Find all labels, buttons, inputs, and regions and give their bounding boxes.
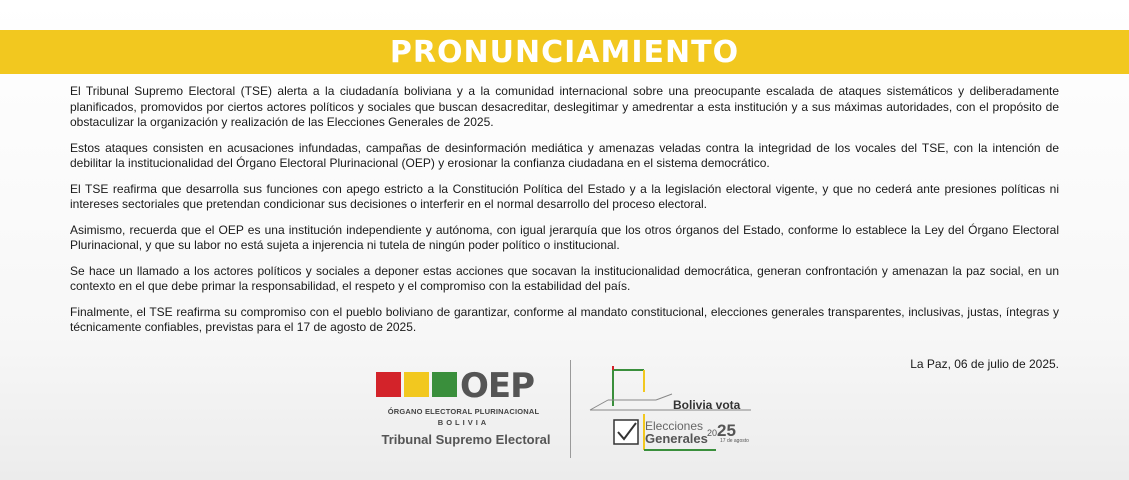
oep-org-name: ÓRGANO ELECTORAL PLURINACIONAL [387,407,540,416]
paragraph-1: El Tribunal Supremo Electoral (TSE) alerta a la ciudadanía boliviana y a la comunidad internacional sobre una preocupante escalada de ataques sistemáticos y deliberadamente planificados, promovidos por ciertos actores políticos y sociales que buscan desacreditar, deslegitimar y amedrentar a esta institución y a sus máximas autoridades, con el propósito de obstaculizar la organización y realización de las Elecciones Generales de 2025. [70,84,1059,129]
year-prefix: 20 [707,428,718,438]
statement-body [70,84,1059,346]
year-suffix: 25 [717,421,736,440]
oep-acronym: OEP [460,366,535,406]
paragraph-4: Asimismo, recuerda que el OEP es una institución independiente y autónoma, con igual jerarquía que los otros órganos del Estado, conforme lo establece la Ley del Órgano Electoral Plurinacional, y que su labor no está sujeta a injerencia ni tutela de ningún poder político o institucional. [70,222,1059,252]
oep-tribunal: Tribunal Supremo Electoral [381,432,551,447]
green-square-icon [432,372,457,397]
elecciones-logo [586,366,766,456]
yellow-square-icon [404,372,429,397]
generales-text: Generales [645,431,708,446]
logo-divider [570,360,571,458]
page-title: PRONUNCIAMIENTO [389,34,740,70]
title-banner [0,30,1129,74]
paragraph-6: Finalmente, el TSE reafirma su compromiso con el pueblo boliviano de garantizar, conforme al mandato constitucional, elecciones generales transparentes, inclusivas, justas, íntegras y técnicamente confiables, previstas para el 17 de agosto de 2025. [70,304,1059,334]
place-date: La Paz, 06 de julio de 2025. [910,357,1059,371]
flag-squares-icon [376,372,457,397]
paragraph-3: El TSE reafirma que desarrolla sus funciones con apego estricto a la Constitución Política del Estado y a la legislación electoral vigente, y que no cederá ante presiones políticas ni intereses sectoriales que pretendan condicionar sus decisiones o interferir en el normal desarrollo del proceso electoral. [70,181,1059,211]
paragraph-2: Estos ataques consisten en acusaciones infundadas, campañas de desinformación mediática y amenazas veladas contra la integridad de los vocales del TSE, con la intención de debilitar la institucionalidad del Órgano Electoral Plurinacional (OEP) y erosionar la confianza ciudadana en el sistema democrático. [70,140,1059,170]
oep-country: BOLIVIA [437,418,490,427]
red-square-icon [376,372,401,397]
elecciones-text: Elecciones [645,419,704,433]
bolivia-vota-text: Bolivia vota [673,398,741,412]
oep-logo [376,366,556,454]
paragraph-5: Se hace un llamado a los actores políticos y sociales a deponer estas acciones que socavan la institucionalidad democrática, generan confrontación y amenazan la paz social, en un contexto en el que debe primar la responsabilidad, el respeto y el compromiso con la estabilidad del país. [70,263,1059,293]
election-date: 17 de agosto [720,438,749,444]
